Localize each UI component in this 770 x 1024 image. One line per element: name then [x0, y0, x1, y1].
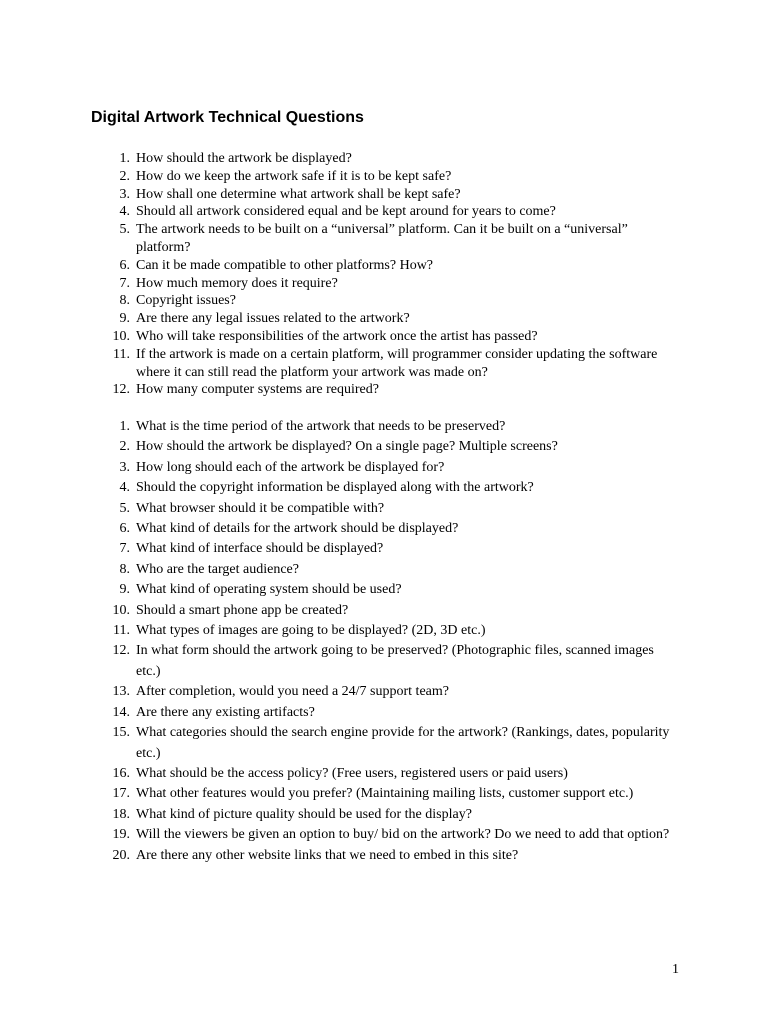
list-item-text: What kind of picture quality should be used for the display?	[136, 806, 472, 822]
list-item-text: What browser should it be compatible with?	[136, 500, 385, 516]
list-item-number: 2.	[119, 168, 130, 184]
list-item	[0, 764, 676, 784]
list-item	[0, 310, 676, 328]
list-item	[0, 641, 676, 682]
list-item	[0, 328, 676, 346]
list-item-number: 13.	[112, 684, 130, 700]
list-item	[0, 539, 676, 559]
list-item	[0, 381, 676, 399]
list-item-number: 12.	[112, 382, 130, 398]
list-item	[0, 458, 676, 478]
list-item-number: 20.	[112, 847, 130, 863]
list-item-number: 12.	[112, 643, 130, 659]
list-item-number: 6.	[119, 257, 130, 273]
list-item-text: How shall one determine what artwork shall be kept safe?	[136, 186, 461, 202]
list-item-number: 8.	[119, 561, 130, 577]
list-item-text: If the artwork is made on a certain platform, will programmer consider updating the software where it can still read the platform your artwork was made on?	[136, 346, 658, 380]
list-item-text: Will the viewers be given an option to buy/ bid on the artwork? Do we need to add that option?	[136, 827, 670, 843]
list-item	[0, 621, 676, 641]
list-item-number: 1.	[119, 419, 130, 434]
list-item-number: 2.	[119, 439, 130, 455]
list-item-text: After completion, would you need a 24/7 support team?	[136, 684, 449, 700]
list-item	[0, 292, 676, 310]
list-item-text: What is the time period of the artwork that needs to be preserved?	[136, 419, 506, 434]
list-item-text: The artwork needs to be built on a “universal” platform. Can it be built on a “universal” platform?	[136, 222, 628, 255]
list-item	[0, 346, 676, 382]
list-item-text: What categories should the search engine provide for the artwork? (Rankings, dates, popularity etc.)	[136, 725, 670, 761]
list-item-number: 3.	[119, 459, 130, 475]
list-item-number: 4.	[119, 480, 130, 496]
list-item-number: 11.	[113, 623, 130, 639]
list-item	[0, 478, 676, 498]
list-item-number: 16.	[112, 765, 130, 781]
list-item	[0, 601, 676, 621]
list-item	[0, 784, 676, 804]
list-item-text: What kind of details for the artwork should be displayed?	[136, 521, 459, 537]
list-item-number: 9.	[119, 582, 130, 598]
list-item-number: 3.	[119, 186, 130, 202]
list-item-text: What other features would you prefer? (Maintaining mailing lists, customer support etc.)	[136, 786, 634, 802]
list-item	[0, 150, 676, 168]
list-item-number: 9.	[119, 311, 130, 327]
list-item-text: How do we keep the artwork safe if it is to be kept safe?	[136, 168, 452, 184]
list-item-number: 14.	[112, 704, 130, 720]
list-item-text: In what form should the artwork going to be preserved? (Photographic files, scanned images etc.)	[136, 643, 654, 679]
list-item-text: What should be the access policy? (Free users, registered users or paid users)	[136, 765, 568, 781]
list-item	[0, 825, 676, 845]
list-item-text: Can it be made compatible to other platforms? How?	[136, 257, 434, 273]
list-item-text: How should the artwork be displayed?	[136, 151, 352, 166]
list-item-number: 8.	[119, 293, 130, 309]
list-item-text: Should a smart phone app be created?	[136, 602, 349, 618]
list-item	[0, 417, 676, 437]
list-item	[0, 168, 676, 186]
list-item-number: 10.	[112, 602, 130, 618]
list-item-number: 7.	[119, 541, 130, 557]
list-item-number: 1.	[119, 151, 130, 166]
list-item	[0, 186, 676, 204]
list-item-number: 15.	[112, 725, 130, 741]
list-item	[0, 580, 676, 600]
question-list-2	[0, 417, 676, 866]
list-item	[0, 703, 676, 723]
page-number: 1	[672, 962, 679, 977]
list-item-text: How long should each of the artwork be displayed for?	[136, 459, 445, 475]
list-item	[0, 682, 676, 702]
list-item-number: 4.	[119, 204, 130, 220]
list-item-text: How much memory does it require?	[136, 275, 338, 291]
list-item-number: 17.	[112, 786, 130, 802]
list-item-number: 19.	[112, 827, 130, 843]
list-item	[0, 560, 676, 580]
list-item-text: Should the copyright information be displayed along with the artwork?	[136, 480, 534, 496]
list-item-number: 7.	[119, 275, 130, 291]
list-item-text: Who are the target audience?	[136, 561, 299, 577]
list-item-text: Are there any existing artifacts?	[136, 704, 315, 720]
list-item-number: 6.	[119, 521, 130, 537]
list-item-text: How many computer systems are required?	[136, 382, 379, 398]
list-item-text: Copyright issues?	[136, 293, 236, 309]
list-item-text: Are there any legal issues related to the artwork?	[136, 311, 410, 327]
list-item-text: Are there any other website links that we need to embed in this site?	[136, 847, 519, 863]
list-item-text: Who will take responsibilities of the artwork once the artist has passed?	[136, 328, 538, 344]
list-item	[0, 437, 676, 457]
question-list-1	[0, 150, 676, 399]
list-item	[0, 221, 676, 257]
list-item	[0, 723, 676, 764]
document-title: Digital Artwork Technical Questions	[91, 109, 364, 126]
list-item-text: What kind of interface should be displayed?	[136, 541, 384, 557]
list-item-number: 10.	[112, 328, 130, 344]
list-item-text: What types of images are going to be displayed? (2D, 3D etc.)	[136, 623, 486, 639]
list-item-text: Should all artwork considered equal and be kept around for years to come?	[136, 204, 556, 220]
list-item	[0, 519, 676, 539]
list-item-text: How should the artwork be displayed? On a single page? Multiple screens?	[136, 439, 558, 455]
list-item-number: 18.	[112, 806, 130, 822]
list-item	[0, 499, 676, 519]
list-item	[0, 257, 676, 275]
list-item	[0, 846, 676, 866]
list-item-text: What kind of operating system should be used?	[136, 582, 402, 598]
list-item	[0, 275, 676, 293]
list-item	[0, 203, 676, 221]
list-item-number: 11.	[113, 346, 130, 362]
list-item-number: 5.	[119, 500, 130, 516]
list-item	[0, 805, 676, 825]
list-item-number: 5.	[119, 222, 130, 238]
